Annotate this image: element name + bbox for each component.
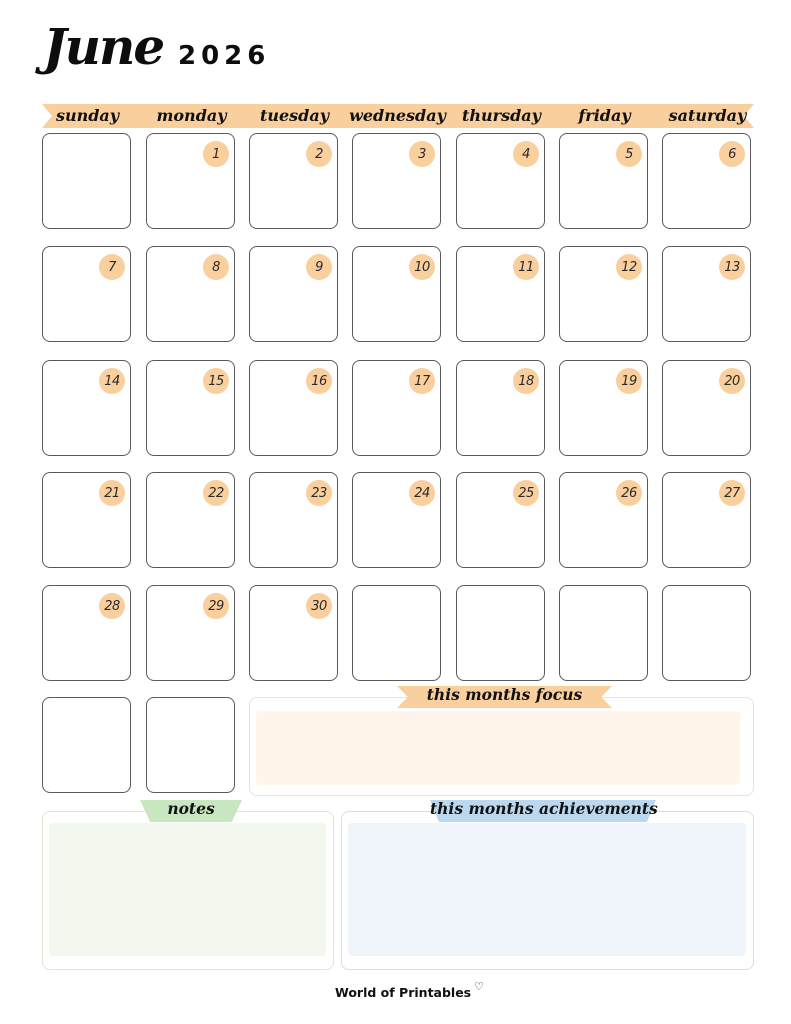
weekday-label-saturday: saturday bbox=[668, 106, 747, 125]
day-cell-10[interactable] bbox=[352, 246, 441, 342]
day-cell-26[interactable] bbox=[559, 472, 648, 568]
date-number: 6 bbox=[719, 141, 745, 167]
day-cell-23[interactable] bbox=[249, 472, 338, 568]
day-cell-15[interactable] bbox=[146, 360, 235, 456]
date-number: 27 bbox=[719, 480, 745, 506]
date-number: 24 bbox=[409, 480, 435, 506]
date-number: 13 bbox=[719, 254, 745, 280]
heart-icon: ♡ bbox=[474, 980, 485, 993]
day-cell-9[interactable] bbox=[249, 246, 338, 342]
focus-label: this months focus bbox=[426, 685, 583, 704]
day-cell-1[interactable] bbox=[146, 133, 235, 229]
date-number: 5 bbox=[616, 141, 642, 167]
empty-day-cell[interactable] bbox=[146, 697, 235, 793]
day-cell-24[interactable] bbox=[352, 472, 441, 568]
date-number: 30 bbox=[306, 593, 332, 619]
empty-day-cell[interactable] bbox=[352, 585, 441, 681]
month-title: June bbox=[43, 17, 164, 76]
day-cell-28[interactable] bbox=[42, 585, 131, 681]
day-cell-21[interactable] bbox=[42, 472, 131, 568]
achievements-writing-area[interactable] bbox=[348, 823, 746, 956]
date-number: 25 bbox=[513, 480, 539, 506]
notes-label: notes bbox=[167, 799, 215, 818]
day-cell-5[interactable] bbox=[559, 133, 648, 229]
day-cell-8[interactable] bbox=[146, 246, 235, 342]
day-cell-11[interactable] bbox=[456, 246, 545, 342]
date-number: 26 bbox=[616, 480, 642, 506]
date-number: 4 bbox=[513, 141, 539, 167]
day-cell-29[interactable] bbox=[146, 585, 235, 681]
empty-day-cell[interactable] bbox=[42, 133, 131, 229]
date-number: 15 bbox=[203, 368, 229, 394]
day-cell-30[interactable] bbox=[249, 585, 338, 681]
achievements-label: this months achievements bbox=[430, 799, 658, 818]
brand-footer bbox=[335, 980, 485, 1000]
day-cell-22[interactable] bbox=[146, 472, 235, 568]
date-number: 17 bbox=[409, 368, 435, 394]
date-number: 14 bbox=[99, 368, 125, 394]
day-cell-14[interactable] bbox=[42, 360, 131, 456]
date-number: 22 bbox=[203, 480, 229, 506]
weekday-label-monday: monday bbox=[156, 106, 227, 125]
day-cell-19[interactable] bbox=[559, 360, 648, 456]
day-cell-13[interactable] bbox=[662, 246, 751, 342]
date-number: 16 bbox=[306, 368, 332, 394]
day-cell-2[interactable] bbox=[249, 133, 338, 229]
empty-day-cell[interactable] bbox=[42, 697, 131, 793]
date-number: 28 bbox=[99, 593, 125, 619]
day-cell-7[interactable] bbox=[42, 246, 131, 342]
date-number: 7 bbox=[99, 254, 125, 280]
weekday-label-sunday: sunday bbox=[55, 106, 120, 125]
date-number: 29 bbox=[203, 593, 229, 619]
date-number: 3 bbox=[409, 141, 435, 167]
day-cell-4[interactable] bbox=[456, 133, 545, 229]
weekday-label-friday: friday bbox=[578, 106, 631, 125]
empty-day-cell[interactable] bbox=[559, 585, 648, 681]
focus-writing-area[interactable] bbox=[256, 711, 740, 785]
empty-day-cell[interactable] bbox=[662, 585, 751, 681]
day-cell-3[interactable] bbox=[352, 133, 441, 229]
day-cell-20[interactable] bbox=[662, 360, 751, 456]
date-number: 9 bbox=[306, 254, 332, 280]
day-cell-17[interactable] bbox=[352, 360, 441, 456]
day-cell-12[interactable] bbox=[559, 246, 648, 342]
weekday-label-thursday: thursday bbox=[462, 106, 541, 125]
date-number: 12 bbox=[616, 254, 642, 280]
weekday-label-wednesday: wednesday bbox=[349, 106, 446, 125]
weekday-label-tuesday: tuesday bbox=[259, 106, 330, 125]
date-number: 8 bbox=[203, 254, 229, 280]
day-cell-6[interactable] bbox=[662, 133, 751, 229]
day-cell-25[interactable] bbox=[456, 472, 545, 568]
day-cell-16[interactable] bbox=[249, 360, 338, 456]
date-number: 23 bbox=[306, 480, 332, 506]
focus-panel[interactable] bbox=[249, 697, 754, 796]
date-number: 21 bbox=[99, 480, 125, 506]
focus-ribbon-label-wrap bbox=[397, 686, 612, 708]
brand-name: World of Printables bbox=[335, 985, 472, 1000]
day-cell-27[interactable] bbox=[662, 472, 751, 568]
day-cell-18[interactable] bbox=[456, 360, 545, 456]
notes-ribbon-label-wrap bbox=[140, 800, 242, 822]
date-number: 20 bbox=[719, 368, 745, 394]
date-number: 2 bbox=[306, 141, 332, 167]
date-number: 11 bbox=[513, 254, 539, 280]
date-number: 18 bbox=[513, 368, 539, 394]
notes-panel[interactable] bbox=[42, 811, 334, 970]
achievements-ribbon-label-wrap bbox=[430, 800, 656, 822]
year-title: 2026 bbox=[178, 41, 271, 71]
date-number: 10 bbox=[409, 254, 435, 280]
achievements-panel[interactable] bbox=[341, 811, 754, 970]
date-number: 19 bbox=[616, 368, 642, 394]
empty-day-cell[interactable] bbox=[456, 585, 545, 681]
date-number: 1 bbox=[203, 141, 229, 167]
notes-writing-area[interactable] bbox=[49, 823, 326, 956]
